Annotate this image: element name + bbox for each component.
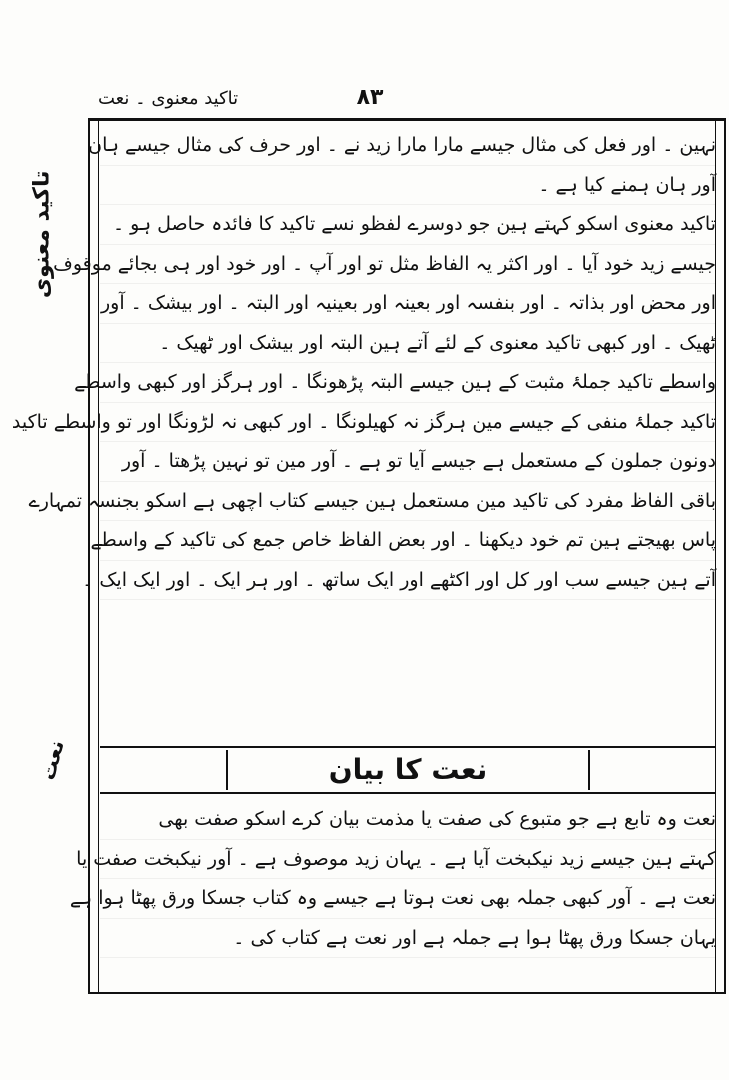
margin-note-naat: نعت: [35, 737, 69, 783]
margin-note-takeed-manavi: تاکید معنوی: [29, 170, 55, 299]
text-line: واسطے تاکید جملۂ مثبت کے ہین جیسے البتہ پڑھونگا ۔ اور ہرگز اور کبھی واسطے: [100, 363, 716, 403]
section-heading-naat: نعت کا بیان: [226, 750, 590, 790]
text-line: جیسے زید خود آیا ۔ اور اکثر یہ الفاظ مثل تو اور آپ ۔ اور خود اور ہی بجائے موقوف: [100, 245, 716, 285]
section-takeed-manavi-text: [11, 126, 716, 600]
text-line: تاکید جملۂ منفی کے جیسے مین ہرگز نہ کھیلونگا ۔ اور کبھی نہ لڑونگا اور تو واسطے تاکید: [100, 403, 716, 443]
text-line: آور ہان ہمنے کیا ہے ۔: [100, 166, 716, 206]
section-naat-text: [69, 800, 716, 958]
text-line: اور محض اور بذاتہ ۔ اور بنفسہ اور بعینہ اور بعینیہ اور البتہ ۔ اور بیشک ۔ آور: [100, 284, 716, 324]
page-number: ۸۳: [356, 85, 384, 110]
text-line: ٹھیک ۔ اور کبھی تاکید معنوی کے لئے آتے ہین البتہ اور بیشک اور ٹھیک ۔: [100, 324, 716, 364]
text-line: کہتے ہین جیسے زید نیکبخت آیا ہے ۔ یہان زید موصوف ہے ۔ آور نیکبخت صفت یا: [100, 840, 716, 880]
section-heading-band: [100, 746, 716, 794]
text-line: آتے ہین جیسے سب اور کل اور اکٹھے اور ایک ساتھ ۔ اور ہر ایک ۔ اور ایک ایک ۔: [100, 561, 716, 601]
running-head: تاکید معنوی ۔ نعت: [98, 88, 239, 109]
text-line: یہان جسکا ورق پھٹا ہوا ہے جملہ ہے اور نعت ہے کتاب کی ۔: [100, 919, 716, 959]
text-line: باقی الفاظ مفرد کی تاکید مین مستعمل ہین جیسے کتاب اچھی ہے اسکو بجنسہ تمہارے: [100, 482, 716, 522]
text-line: دونون جملون کے مستعمل ہے جیسے آیا تو ہے ۔ آور مین تو نہین پڑھتا ۔ آور: [100, 442, 716, 482]
text-line: پاس بھیجتے ہین تم خود دیکھنا ۔ اور بعض الفاظ خاص جمع کی تاکید کے واسطے: [100, 521, 716, 561]
text-line: نہین ۔ اور فعل کی مثال جیسے مارا مارا زید نے ۔ اور حرف کی مثال جیسے ہان: [100, 126, 716, 166]
text-line: تاکید معنوی اسکو کہتے ہین جو دوسرے لفظو نسے تاکید کا فائدہ حاصل ہو ۔: [100, 205, 716, 245]
text-line: نعت وہ تابع ہے جو متبوع کی صفت یا مذمت بیان کرے اسکو صفت بھی: [100, 800, 716, 840]
text-line: نعت ہے ۔ آور کبھی جملہ بھی نعت ہوتا ہے جیسے وہ کتاب جسکا ورق پھٹا ہوا ہے: [100, 879, 716, 919]
